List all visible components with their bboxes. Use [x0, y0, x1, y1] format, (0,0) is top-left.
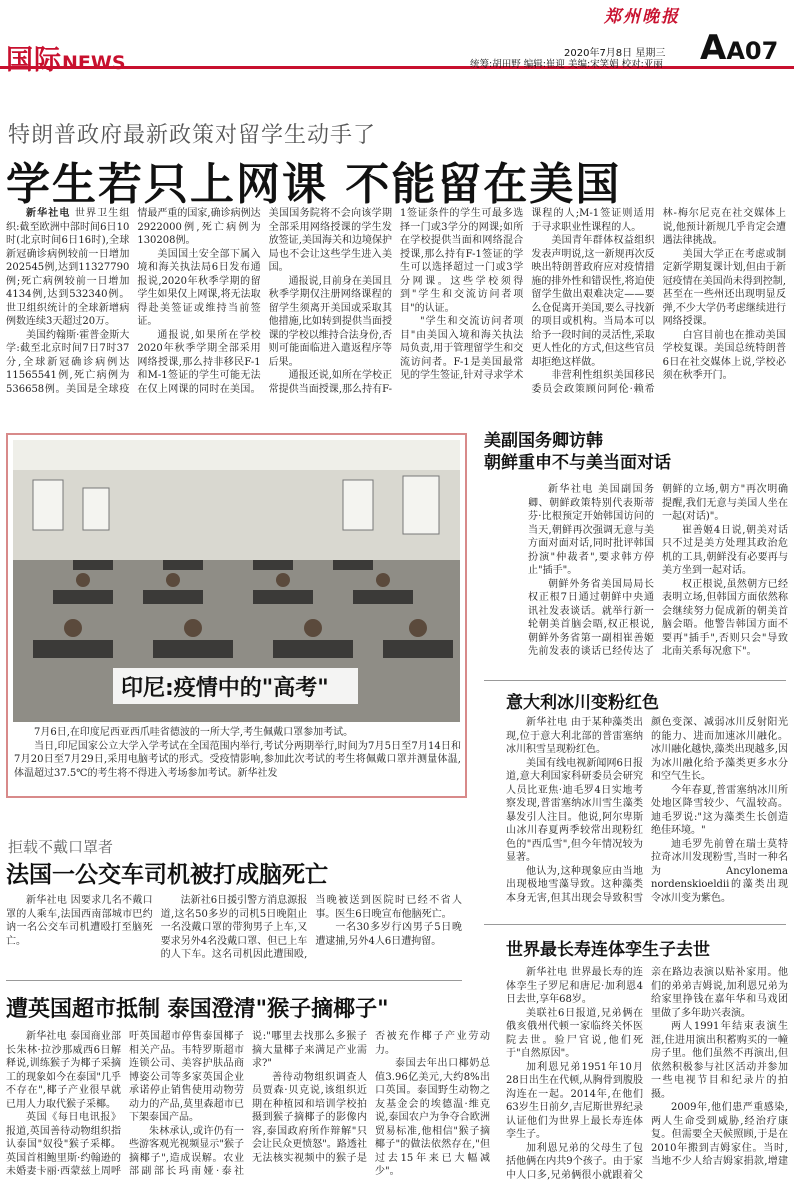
france-body [6, 894, 462, 974]
page-letter: A [700, 28, 727, 68]
thai-body [6, 1030, 490, 1194]
lead-para: 通报说,目前身在美国且秋季学期仅注册网络课程的留学生须离开美国或采取其他措施,比如转到提供当面授课的学校以维持合法身份,否则可能面临进入遣返程序等后果。 [268, 275, 392, 368]
thai-para: 英国《每日电讯报》报道,英国善待动物组织指认泰国"奴役"猴子采椰。英国首相鲍里斯·约翰逊的未婚妻卡丽·西蒙兹上周呼吁英国超市停售泰国椰子相关产品。韦特罗斯超市连锁公司、美容护肤品商博姿公司等多家英国企业承诺停止销售使用动物劳动力的产品,莫里森超市已下架泰国产品。 [6, 1031, 244, 1177]
section-label [6, 38, 126, 77]
section-title: 国际 [6, 45, 62, 76]
longevity-divider [484, 924, 786, 925]
italy-divider [484, 680, 786, 681]
photo-frame [6, 433, 467, 798]
longevity-para: 2009年,他们患严重感染,两人生命受到威胁,经治疗康复。但需要全天候照顾,于是在2010年搬到吉姆家住。当时,当地不少人给吉姆家捐款,增建 [651, 1102, 788, 1167]
longevity-body [506, 966, 788, 1194]
lead-kicker: 特朗普政府最新政策对留学生动手了 [8, 123, 377, 148]
korea-headline-line1: 美副国务卿访韩 [484, 431, 603, 451]
france-kicker: 拒载不戴口罩者 [8, 838, 114, 856]
lead-para: 美国大学正在考虑或制定新学期复课计划,但由于新冠疫情在美国尚未得到控制,甚至在一些州还出现明显反弹,不少大学仍考虑继续进行网络授课。 [662, 248, 786, 327]
thai-headline: 遭英国超市抵制 泰国澄清"猴子摘椰子" [6, 997, 389, 1022]
korea-para: 崔善姬4日说,朝美对话只不过是美方处理其政治危机的工具,朝鲜没有必要再与美方坐到一起对话。 [662, 524, 788, 576]
longevity-para: 加利恩兄弟的父母生了包括他俩在内共9个孩子。由于家中人口多,兄弟俩很小就跟着父亲在路边表演以贴补家用。他们的弟弟吉姆说,加利恩兄弟为给家里挣钱在嘉年华和马戏团里做了多年助兴表演。 [506, 967, 788, 1181]
lead-para: 美国国土安全部下属入境和海关执法局6日发布通报说,2020年秋季学期的留学生如果仅上网课,将无法取得赴美签证或维持当前签证。 [137, 248, 261, 327]
lead-para: "学生和交流访问者项目"由美国入境和海关执法局负责,用于管理留学生和交流访问者。F-1是美国最常见的学生签证,针对寻求学术课程的人;M-1签证则适用于寻求职业性课程的人。 [399, 208, 655, 381]
italy-headline: 意大利冰川变粉红色 [506, 693, 659, 713]
lead-para: 通报说,如果所在学校2020年秋季学期全部采用网络授课,那么持非移民F-1和M-1签证的学生可能无法在仅上网课的同时在美国。美国国务院将不会向该学期全部采用网络授课的学生发放签证,美国海关和边境保护局也不会让这些学生进入美国。 [137, 208, 392, 395]
thai-para: 善待动物组织调查人员贾森·贝克说,该组织近期在种植园和培训学校拍摄到猴子摘椰子的影像内容,泰国政府所作辩解"只会让民众更愤怒"。路透社无法核实视频中的猴子是否被充作椰子产业劳动力。 [252, 1031, 490, 1164]
korea-headline [484, 430, 671, 474]
lead-para: 白宫目前也在推动美国学校复课。美国总统特朗普6日在社交媒体上说,学校必须在秋季开门。 [662, 329, 786, 381]
thai-divider [6, 980, 462, 981]
lead-para-text: 世界卫生组织:截至欧洲中部时间6日10时(北京时间6日16时),全球新冠确诊病例较前一日增加202545例,达到11327790例;死亡病例较前一日增加4134例,达到532340例。世卫组织统计的全球新增病例数连续3天超过20万。 [6, 208, 130, 327]
longevity-para: 加利恩兄弟1951年10月28日出生在代顿,从胸骨到腹股沟连在一起。2014年,在他们63岁生日前夕,吉尼斯世界纪录认证他们为世界上最长寿连体孪生子。 [506, 1061, 643, 1140]
italy-para: 迪毛罗先前曾在瑞士莫特拉奇冰川发现粉雪,当时一种名为Ancylonema nordenskioeldii的藻类出现令冰川变为紫色。 [651, 838, 788, 904]
section-title-en: NEWS [62, 52, 126, 74]
italy-para: 他认为,这种现象应由当地出现极地雪藻导致。这种藻类本身无害,但其出现会导致积雪颜色变深、减弱冰川反射阳光的能力、进而加速冰川融化。冰川融化越快,藻类出现越多,因为冰川融化给予藻类更多水分和空气生长。 [506, 717, 788, 904]
date-line: 2020年7月8日 星期三 [564, 48, 666, 59]
longevity-para: 美联社6日报道,兄弟俩在俄亥俄州代顿一家临终关怀医院去世。验尸官说,他们死于"自然原因"。 [506, 1007, 643, 1059]
staff-line: 统筹:胡田野 编辑:崔迎 美编:宋笑娟 校对:亚丽 [470, 59, 663, 70]
lead-para: 通报还说,如所在学校正常提供当面授课,那么持有F-1签证条件的学生可最多选择一门或3学分的网课;如所在学校提供当面和网络混合授课,那么持有F-1签证的学生可以选择超过一门或3学分网课。这些学校须得到"学生和交流访问者项目"的认证。 [268, 208, 524, 395]
page-code: A07 [726, 37, 779, 65]
longevity-para: 两人1991年结束表演生涯,住进用演出积蓄购买的一幢房子里。他们虽然不再演出,但依然积极参与社区活动并参加一些电视节目和纪录片的拍摄。 [651, 1021, 788, 1100]
korea-body [528, 483, 788, 671]
korea-para: 新华社电 美国副国务卿、朝鲜政策特别代表斯蒂芬·比根预定开始韩国访问的当天,朝鲜再次强调无意与美方面对面对话,同时批评韩国扮演"仲裁者",要求韩方停止"插手"。 [528, 484, 654, 576]
france-headline: 法国一公交车司机被打成脑死亡 [6, 862, 328, 888]
thai-para: 泰国去年出口椰奶总值3.96亿美元,大约8%出口英国。泰国野生动物之友基金会的埃德温·维克说,泰国农户为争夺合欧洲贸易标准,他相信"猴子摘椰子"的做法依然存在,"但过去15年来已大幅减少"。 [375, 1058, 490, 1177]
korea-para: 朝鲜外务省美国局局长权正根7日通过朝鲜中央通讯社发表谈话。就举行新一轮朝美首脑会晤,权正根说,朝鲜外务省第一副相崔善姬先前发表的谈话已经传达了朝鲜的立场,朝方"再次明确提醒,我们无意与美国人坐在一起(对话)"。 [528, 484, 788, 657]
longevity-headline: 世界最长寿连体孪生子去世 [506, 940, 710, 960]
lead-body [6, 207, 786, 397]
lead-para: 非营利性组织美国移民委员会政策顾问阿伦·赖希林-梅尔尼克在社交媒体上说,他预计新规几乎肯定会遭遇法律挑战。 [531, 208, 786, 395]
lead-source: 新华社电 [26, 208, 71, 219]
thai-para: 朱林承认,或许仍有一些游客观光视频显示"猴子摘椰子",造成误解。农业部副部长玛南娅·泰社说:"哪里去找那么多猴子摘大量椰子来满足产业需求?" [129, 1031, 367, 1177]
caption-line: 当日,印尼国家公立大学入学考试在全国范围内举行,考试分两期举行,时间为7月5日至7月14日和7月20日至7月29日,采用电脑考试的形式。受疫情影响,参加此次考试的考生将佩戴口罩并测量体温,体温超过37.5℃的考生将不得进入考场参加考试。新华社发 [14, 740, 461, 779]
thai-para: 新华社电 泰国商业部长朱林·拉沙那威西6日解释说,训练猴子为椰子采摘工的现象如今在泰国"几乎不存在",椰子产业很早就已用人力取代猴子采椰。 [6, 1031, 121, 1110]
photo-caption-title: 印尼:疫情中的"高考" [121, 676, 329, 701]
paper-name: 郑州晚报 [604, 7, 680, 27]
longevity-para: 新华社电 世界最长寿的连体孪生子罗尼和唐尼·加利恩4日去世,享年68岁。 [506, 967, 643, 1005]
korea-headline-line2: 朝鲜重申不与美当面对话 [484, 453, 671, 473]
france-para: 法新社6日援引警方消息源报道,这名50多岁的司机5日晚阻止一名没戴口罩的带狗男子上车,又要求另外4名没戴口罩、但已上车的人下车。这名司机因此遭围殴,当晚被送到医院时已经不省人事。医生6日晚宣布他脑死亡。 [160, 895, 462, 960]
france-para: 新华社电 因要求几名不戴口罩的人乘车,法国西南部城市巴约讷一名公交车司机遭殴打至脑死亡。 [6, 895, 153, 947]
masthead [0, 0, 794, 78]
italy-para: 美国有线电视新闻网6日报道,意大利国家科研委员会研究人员比亚焦·迪毛罗4日实地考察发现,普雷塞纳冰川雪生藻类暴发引人注目。他说,阿尔卑斯山冰川春夏两季较常出现粉红色的"西瓜雪",但今年情况较为显著。 [506, 757, 643, 863]
lead-headline: 学生若只上网课 不能留在美国 [6, 159, 622, 210]
italy-body [506, 716, 788, 908]
lead-para: 美国约翰斯·霍普金斯大学:截至北京时间7日7时37分,全球新冠确诊病例达11565541例,死亡病例为536658例。美国是全球疫情最严重的国家,确诊病例达2922000例,死亡病例为130208例。 [6, 208, 261, 395]
photo-caption-text [14, 726, 461, 792]
france-para: 一名30多岁行凶男子5日晚遭逮捕,另外4人6日遭拘留。 [315, 922, 462, 947]
korea-para: 权正根说,虽然朝方已经表明立场,但韩国方面依然称会继续努力促成新的朝美首脑会晤。他警告韩国方面不要再"插手",否则只会"导致北南关系每况愈下"。 [662, 578, 788, 657]
lead-para [6, 207, 129, 329]
italy-para: 今年春夏,普雷塞纳冰川所处地区降雪较少、气温较高。迪毛罗说:"这为藻类生长创造绝佳环境。" [651, 784, 788, 836]
caption-line: 7月6日,在印度尼西亚西爪哇省德波的一所大学,考生佩戴口罩参加考试。 [34, 727, 354, 738]
italy-para: 新华社电 由于某种藻类出现,位于意大利北部的普雷塞纳冰川积雪呈现粉红色。 [506, 717, 643, 755]
lead-para: 美国青年群体权益组织发表声明说,这一新规再次反映出特朗普政府应对疫情措施的排外性和错误性,将迫使留学生做出艰难决定——要么仓促离开美国,要么寻找新的项目或机构。当局本可以给予一段时间的灵活性,采取更人性化的方式,但这些官员却拒绝这样做。 [531, 235, 655, 368]
page-number [700, 28, 778, 68]
